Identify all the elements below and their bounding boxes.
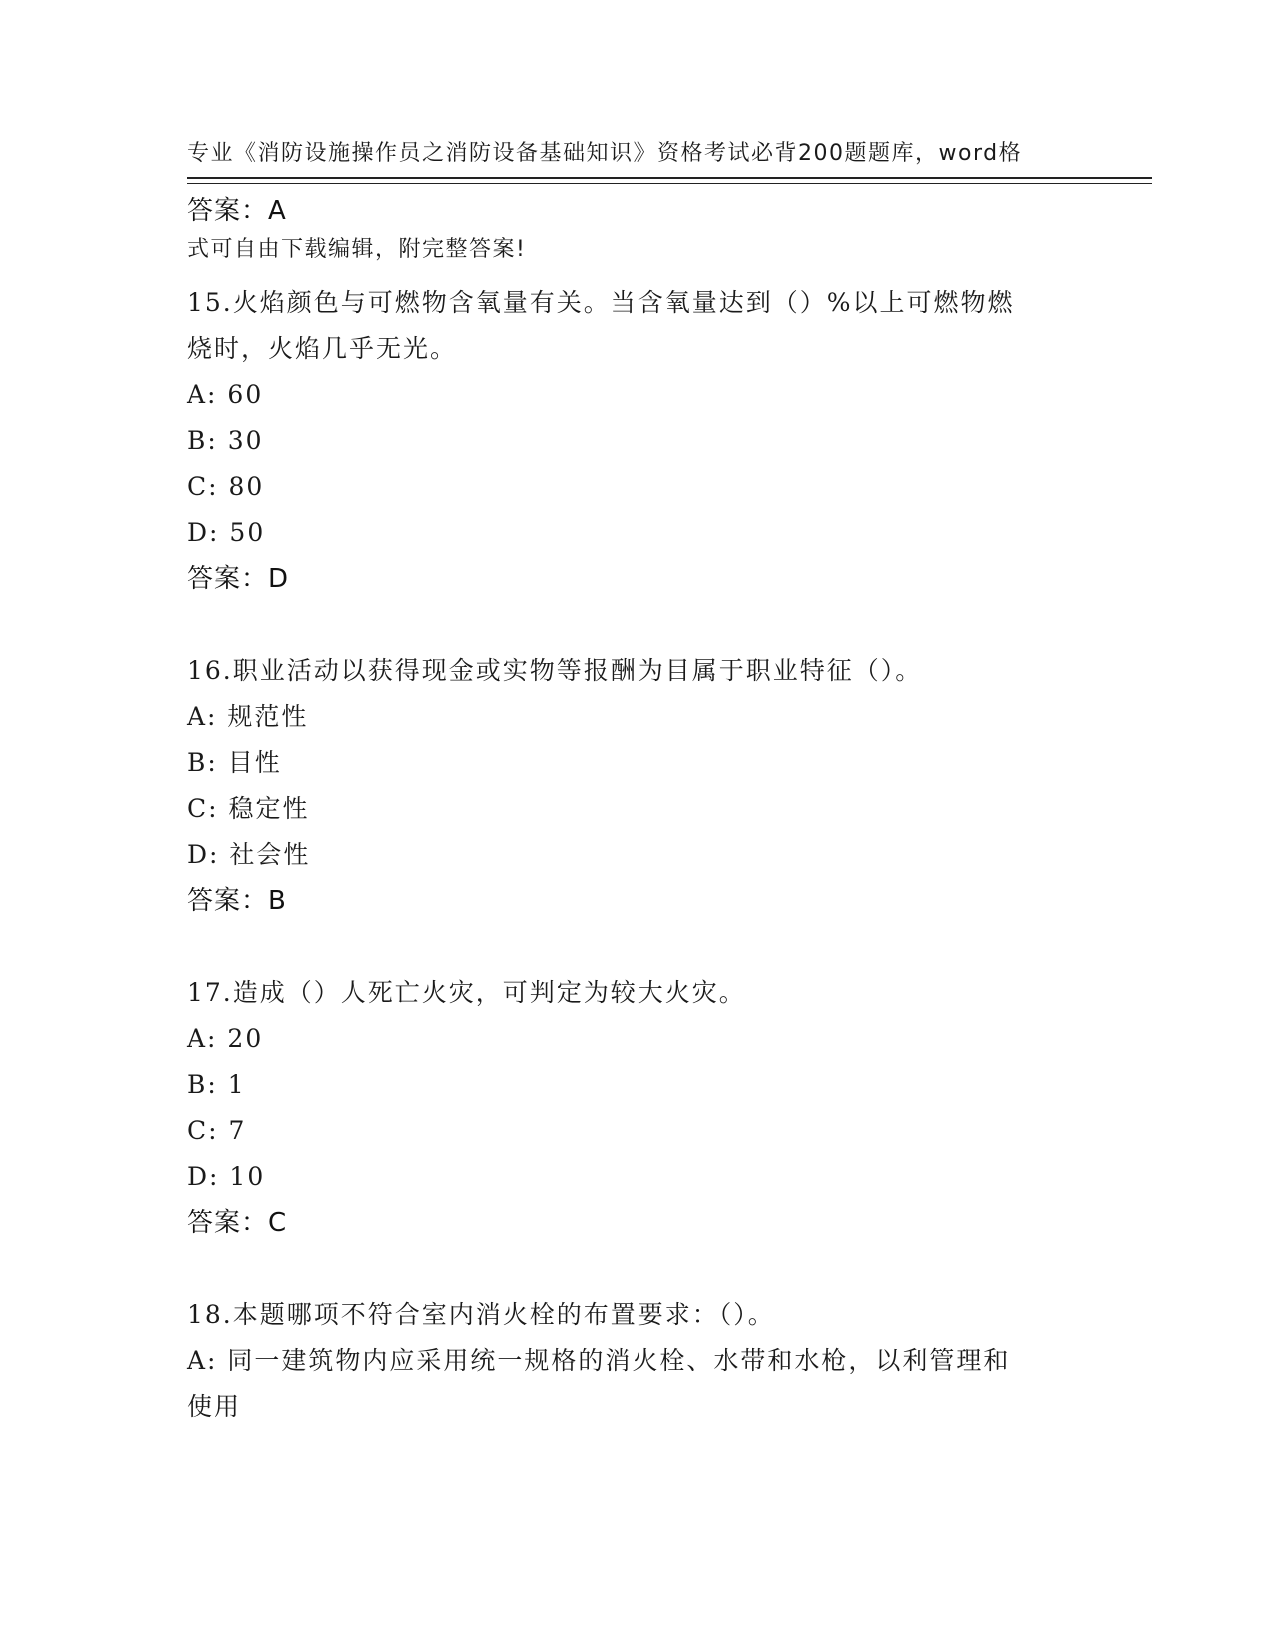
header-divider-thick bbox=[187, 177, 1152, 179]
answer-line: 答案：D bbox=[187, 564, 290, 594]
question-text: 18.本题哪项不符合室内消火栓的布置要求：（）。 bbox=[187, 1300, 775, 1329]
question-18 bbox=[187, 1292, 1087, 1430]
option-a-continued: 使用 bbox=[187, 1392, 242, 1421]
option-c: C: 80 bbox=[187, 472, 265, 501]
question-17 bbox=[187, 970, 1087, 1246]
answer-line: 答案：C bbox=[187, 1208, 288, 1238]
question-text: 17.造成（）人死亡火灾，可判定为较大火灾。 bbox=[187, 978, 746, 1007]
question-text-continued: 烧时，火焰几乎无光。 bbox=[187, 334, 458, 363]
document-body bbox=[187, 188, 1087, 1430]
option-d: D: 10 bbox=[187, 1162, 266, 1191]
option-a: A: 同一建筑物内应采用统一规格的消火栓、水带和水枪，以利管理和 bbox=[187, 1346, 1011, 1375]
option-c: C: 稳定性 bbox=[187, 794, 310, 823]
question-16 bbox=[187, 648, 1087, 924]
header-title-line-1: 专业《消防设施操作员之消防设备基础知识》资格考试必背200题题库，word格 bbox=[187, 141, 1023, 166]
question-text: 15.火焰颜色与可燃物含氧量有关。当含氧量达到（）%以上可燃物燃 bbox=[187, 288, 1015, 317]
option-b: B: 目性 bbox=[187, 748, 282, 777]
option-d: D: 50 bbox=[187, 518, 266, 547]
option-a: A: 规范性 bbox=[187, 702, 309, 731]
answer-line: 答案：B bbox=[187, 886, 287, 916]
option-a: A: 20 bbox=[187, 1024, 264, 1053]
question-15 bbox=[187, 280, 1087, 602]
header-divider-thin bbox=[187, 183, 1152, 184]
header-title-line-2: 式可自由下载编辑，附完整答案! bbox=[187, 237, 527, 262]
answer-line: 答案：A bbox=[187, 196, 287, 226]
option-b: B: 30 bbox=[187, 426, 264, 455]
option-a: A: 60 bbox=[187, 380, 264, 409]
option-d: D: 社会性 bbox=[187, 840, 311, 869]
question-text: 16.职业活动以获得现金或实物等报酬为目属于职业特征（）。 bbox=[187, 656, 923, 685]
option-b: B: 1 bbox=[187, 1070, 246, 1099]
option-c: C: 7 bbox=[187, 1116, 247, 1145]
